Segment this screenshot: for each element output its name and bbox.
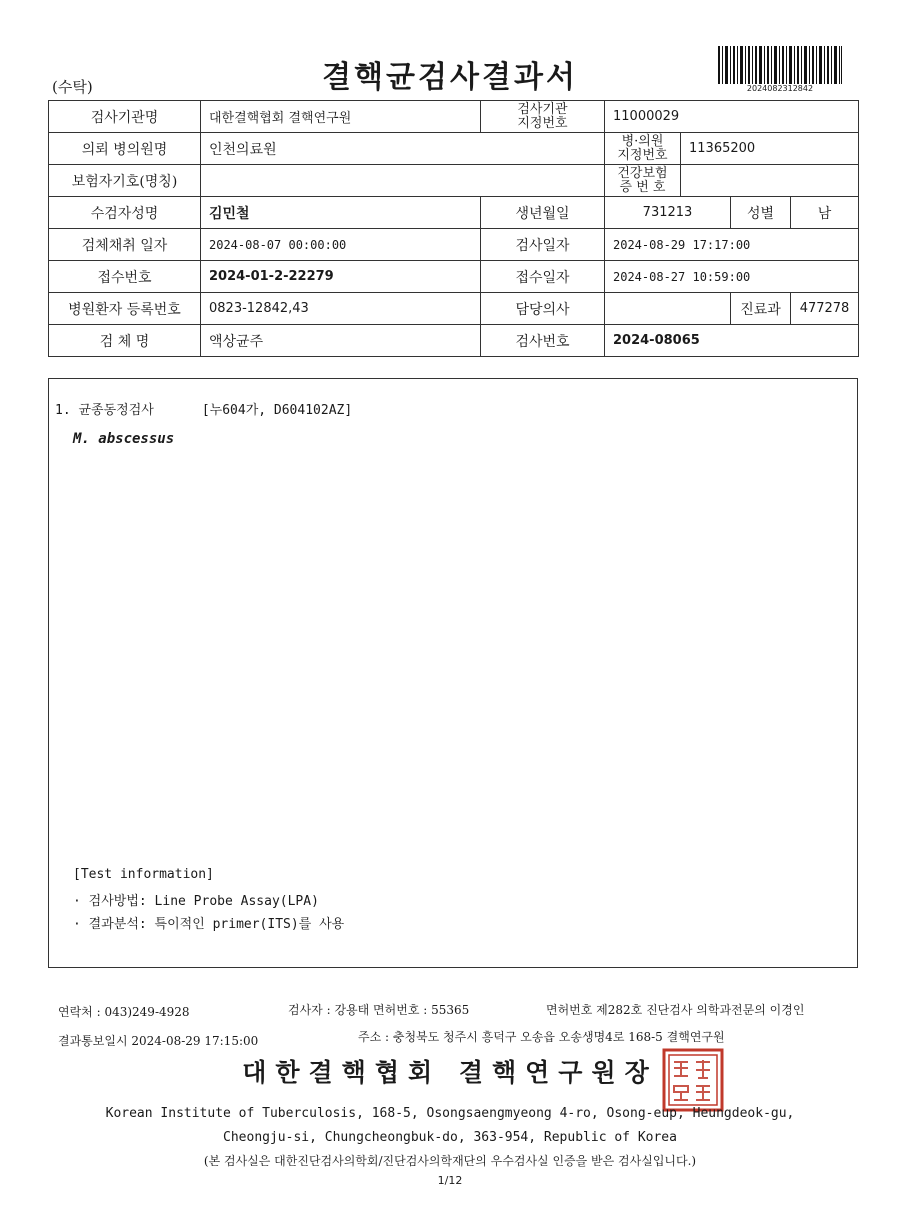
inst-label: 검사기관명 [49, 101, 201, 133]
hosp-code-value: 11365200 [681, 133, 859, 165]
result-item-title: 1. 균종동정검사 [55, 403, 154, 418]
sex-value: 남 [791, 197, 859, 229]
specimen-value: 액상균주 [201, 325, 481, 357]
dob-label: 생년월일 [481, 197, 605, 229]
page-number: 1/12 [437, 1174, 463, 1187]
dept-value: 477278 [791, 293, 859, 325]
result-item-code: [누604가, D604102AZ] [201, 403, 353, 418]
table-row [49, 133, 859, 165]
patient-reg-label: 병원환자 등록번호 [49, 293, 201, 325]
name-label: 수검자성명 [49, 197, 201, 229]
doctor-value [605, 293, 731, 325]
dob-value: 731213 [605, 197, 731, 229]
health-value [681, 165, 859, 197]
receipt-date-value: 2024-08-27 10:59:00 [605, 261, 859, 293]
result-box [48, 378, 858, 968]
receipt-no-value: 2024-01-2-22279 [201, 261, 481, 293]
barcode-number: 2024082312842 [746, 84, 814, 93]
test-no-label: 검사번호 [481, 325, 605, 357]
insured-label: 보험자기호(명칭) [49, 165, 201, 197]
receipt-date-label: 접수일자 [481, 261, 605, 293]
table-row [49, 293, 859, 325]
test-no-value: 2024-08065 [605, 325, 859, 357]
inst-value: 대한결핵협회 결핵연구원 [201, 101, 481, 133]
address-ko: 주소 : 충청북도 청주시 흥덕구 오송읍 오송생명4로 168-5 결핵연구원 [358, 1030, 725, 1044]
patient-info-table [48, 100, 859, 357]
organization-name: 대한결핵협회 결핵연구원장 [242, 1058, 658, 1087]
table-row [49, 165, 859, 197]
name-value: 김민철 [201, 197, 481, 229]
address-en-line-1: Korean Institute of Tuberculosis, 168-5, Osongsaengmyeong 4-ro, Osong-eup, Heungdeok-gu, [105, 1106, 795, 1121]
document-title: 결핵균검사결과서 [322, 60, 578, 95]
hosp-label: 의뢰 병의원명 [49, 133, 201, 165]
official-seal-icon [662, 1048, 724, 1112]
table-row [49, 197, 859, 229]
organism-result: M. abscessus [73, 431, 175, 447]
result-item [55, 399, 352, 418]
table-row [49, 261, 859, 293]
insured-value [201, 165, 605, 197]
dept-label: 진료과 [731, 293, 791, 325]
test-info-method: · 검사방법: Line Probe Assay(LPA) [73, 894, 319, 909]
contact-info: 연락처 : 043)249-4928 [58, 1005, 190, 1019]
collect-label: 검체채취 일자 [49, 229, 201, 261]
test-date-label: 검사일자 [481, 229, 605, 261]
inst-code-value: 11000029 [605, 101, 859, 133]
doctor-label: 담당의사 [481, 293, 605, 325]
table-row [49, 325, 859, 357]
test-info-header: [Test information] [73, 867, 214, 882]
hosp-code-label: 병·의원 지정번호 [605, 133, 681, 165]
table-row [49, 229, 859, 261]
table-row [49, 101, 859, 133]
hosp-value: 인천의료원 [201, 133, 605, 165]
receipt-no-label: 접수번호 [49, 261, 201, 293]
address-en-line-2: Cheongju-si, Chungcheongbuk-do, 363-954, Republic of Korea [223, 1130, 677, 1145]
test-info-analysis: · 결과분석: 특이적인 primer(ITS)를 사용 [73, 917, 345, 932]
health-label: 건강보험 증 번 호 [605, 165, 681, 197]
notification-time: 결과통보일시 2024-08-29 17:15:00 [58, 1034, 259, 1048]
license-info: 면허번호 제282호 진단검사 의학과전문의 이경인 [546, 1003, 805, 1017]
collect-value: 2024-08-07 00:00:00 [201, 229, 481, 261]
patient-reg-value: 0823-12842,43 [201, 293, 481, 325]
consignment-label: (수탁) [52, 78, 93, 96]
inst-code-label: 검사기관 지정번호 [481, 101, 605, 133]
test-date-value: 2024-08-29 17:17:00 [605, 229, 859, 261]
sex-label: 성별 [731, 197, 791, 229]
specimen-label: 검 체 명 [49, 325, 201, 357]
barcode-icon [718, 46, 842, 84]
certification-note: (본 검사실은 대한진단검사의학회/진단검사의학재단의 우수검사실 인증을 받은 검사실입니다.) [203, 1154, 697, 1168]
examiner-info: 검사자 : 강용태 면허번호 : 55365 [288, 1003, 470, 1017]
